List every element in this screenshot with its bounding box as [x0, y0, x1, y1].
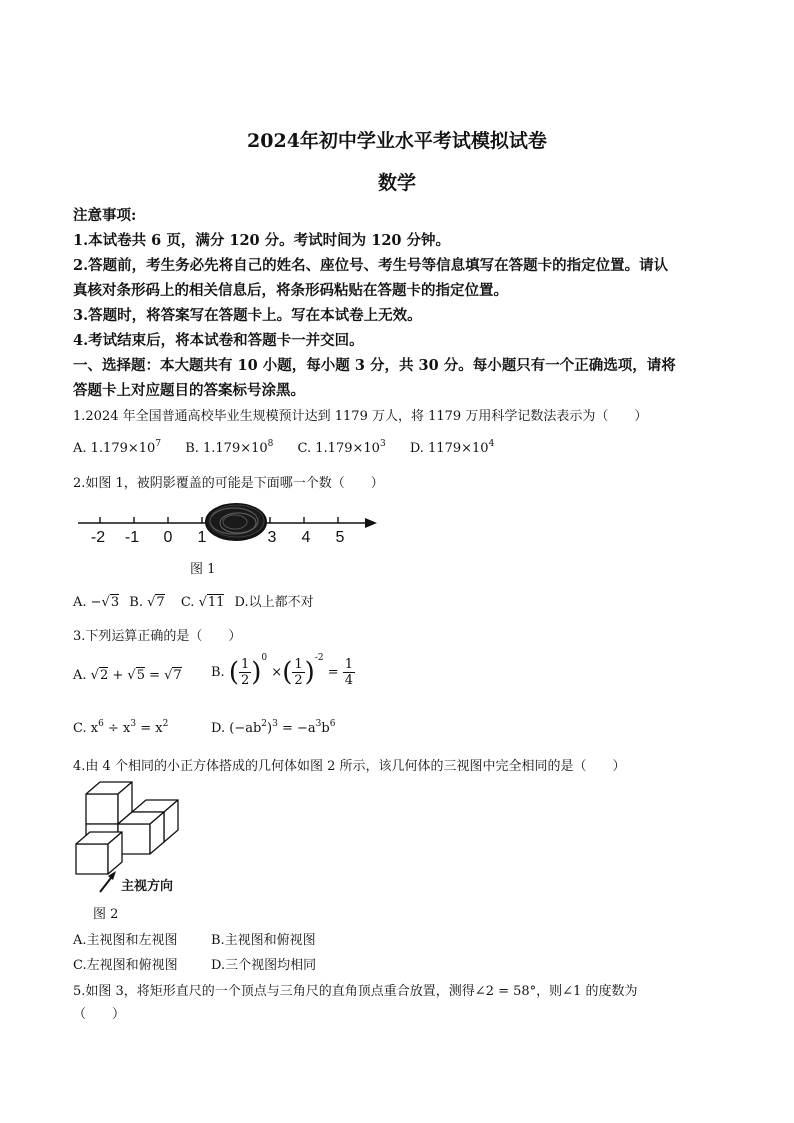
q3-option-d: D. $(-ab^2)^3 = -a^3b^6$ [211, 719, 336, 736]
q2-option-b: B. √7 [129, 595, 165, 610]
q2-option-a: A. −√3 [73, 595, 120, 610]
cube-front-right [118, 812, 164, 854]
q3-stem: 3.下列运算正确的是（ ） [73, 629, 242, 644]
q1-option-a: A. $1.179\times 10^7$ [73, 439, 162, 456]
notice-item-2-cont: 真核对条形码上的相关信息后，将条形码粘贴在答题卡的指定位置。 [73, 282, 508, 299]
axis-label-1: 1 [197, 529, 207, 546]
notice-item-3: 3.答题时，将答案写在答题卡上。写在本试卷上无效。 [73, 307, 422, 324]
q3-option-b: B. ( $\frac{1}{2}$ )$^0$ ×( $\frac{1}{2}$ )$^{-2}$ = $\frac{1}{4}$ [211, 653, 354, 688]
q2-options [73, 591, 314, 610]
section1-line1: 一、选择题：本大题共有 10 小题，每小题 3 分，共 30 分。每小题只有一个正确选项，请将 [73, 357, 676, 374]
notice-item-1: 1.本试卷共 6 页，满分 120 分。考试时间为 120 分钟。 [73, 232, 451, 249]
q5-paren: （ ） [73, 1007, 126, 1022]
axis-label-0: 0 [163, 529, 173, 546]
exam-title: 2024年初中学业水平考试模拟试卷 [247, 130, 547, 152]
q1-option-b: B. $1.179\times 10^8$ [185, 439, 274, 456]
q1-stem: 1.2024 年全国普通高校毕业生规模预计达到 1179 万人，将 1179 万用科学记数法表示为（ ） [73, 409, 648, 424]
axis-label-5: 5 [335, 529, 345, 546]
q1-option-c: C. $1.179\times 10^3$ [297, 439, 386, 456]
q1-options [73, 439, 494, 456]
q3-option-c: C. $x^6 \div x^3 = x^2$ [73, 719, 169, 736]
axis-label-neg2: -2 [90, 529, 106, 546]
axis-label-neg1: -1 [124, 529, 140, 546]
figure2-caption: 图 2 [93, 907, 119, 922]
q4-option-d: D.三个视图均相同 [211, 958, 317, 973]
section1-line2: 答题卡上对应题目的答案标号涂黑。 [73, 382, 305, 399]
notice-item-2: 2.答题前，考生务必先将自己的姓名、座位号、考生号等信息填写在答题卡的指定位置。请认 [73, 257, 669, 274]
q4-option-c: C.左视图和俯视图 [73, 958, 178, 973]
q5-stem: 5.如图 3，将矩形直尺的一个顶点与三角尺的直角顶点重合放置，测得∠2 = 58°，则∠1 的度数为 [73, 984, 638, 999]
q4-stem: 4.由 4 个相同的小正方体搭成的几何体如图 2 所示，该几何体的三视图中完全相同的是（ ） [73, 759, 626, 774]
axis-label-3: 3 [267, 529, 277, 546]
number-line-arrow [365, 518, 377, 528]
q2-stem: 2.如图 1，被阴影覆盖的可能是下面哪一个数（ ） [73, 476, 384, 491]
shaded-blob [206, 504, 266, 540]
axis-label-4: 4 [301, 529, 311, 546]
notice-item-4: 4.考试结束后，将本试卷和答题卡一并交回。 [73, 332, 364, 349]
q4-option-a: A.主视图和左视图 [73, 933, 178, 948]
view-direction-label: 主视方向 [121, 878, 174, 893]
q2-option-c: C. √11 [180, 595, 225, 610]
q4-option-b: B.主视图和俯视图 [211, 933, 316, 948]
figure1-caption: 图 1 [190, 562, 216, 577]
cube-front [76, 832, 122, 874]
number-line-figure [72, 500, 392, 556]
q2-option-d: D.以上都不对 [234, 595, 314, 610]
notice-heading: 注意事项: [73, 207, 137, 224]
q1-option-d: D. $1179\times 10^4$ [409, 439, 495, 456]
subject-title: 数学 [377, 172, 416, 194]
q3-option-a: A. √2 + √5 = √7 [73, 668, 182, 683]
